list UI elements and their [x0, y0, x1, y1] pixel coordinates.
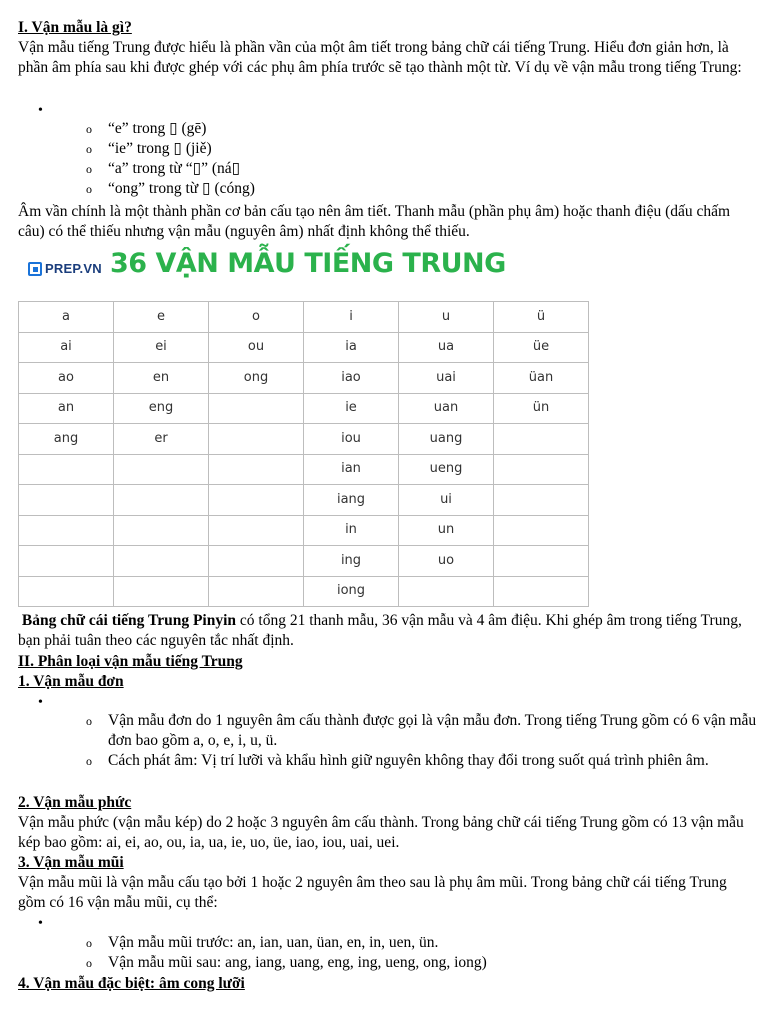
table-cell: [19, 576, 114, 607]
list-item: o “e” trong ▯ (gē): [18, 119, 758, 139]
sub-2: [18, 793, 758, 913]
table-row: [19, 454, 589, 485]
table-cell: ou: [209, 332, 304, 363]
table-cell: an: [19, 393, 114, 424]
section-2-heading: II. Phân loại vận mẫu tiếng Trung: [18, 653, 243, 670]
table-cell: [209, 515, 304, 546]
table-row: [19, 363, 589, 394]
table-cell: [114, 576, 209, 607]
list-item: o “a” trong từ “▯” (ná▯: [18, 159, 758, 179]
list-item: o Cách phát âm: Vị trí lưỡi và khẩu hình giữ nguyên không thay đổi trong suốt quá trình phiên âm.: [18, 751, 758, 771]
table-cell: uo: [399, 546, 494, 577]
table-cell: ao: [19, 363, 114, 394]
table-row: [19, 424, 589, 455]
table-cell: [209, 424, 304, 455]
table-row: [19, 546, 589, 577]
table-cell: iong: [304, 576, 399, 607]
table-cell: [209, 393, 304, 424]
sub-4-heading: 4. Vận mẫu đặc biệt: âm cong lưỡi: [18, 975, 245, 992]
table-cell: [19, 485, 114, 516]
table-cell: [209, 485, 304, 516]
table-cell: [114, 454, 209, 485]
table-cell: uang: [399, 424, 494, 455]
table-cell: [114, 546, 209, 577]
table-row: [19, 485, 589, 516]
prep-logo: [28, 258, 102, 280]
table-cell: ing: [304, 546, 399, 577]
logo-icon: [28, 262, 42, 276]
table-cell: [494, 546, 589, 577]
table-cell: [494, 515, 589, 546]
table-caption: [18, 611, 758, 651]
table-cell: u: [399, 302, 494, 333]
table-cell: iang: [304, 485, 399, 516]
section-1: [18, 18, 758, 78]
table-cell: [494, 454, 589, 485]
table-cell: ei: [114, 332, 209, 363]
sub-2-text: Vận mẫu phức (vận mẫu kép) do 2 hoặc 3 nguyên âm cấu thành. Trong bảng chữ cái tiếng Trung gồm có 13 vận mẫu kép bao gồm: ai, ei, ao, ou, ia, ua, ie, uo, üe, iao, iou, uai, uei.: [18, 814, 744, 851]
van-mau-table: [18, 301, 589, 607]
table-cell: a: [19, 302, 114, 333]
list-item: o Vận mẫu mũi sau: ang, iang, uang, eng, ing, ueng, ong, iong): [18, 953, 758, 973]
table-cell: iao: [304, 363, 399, 394]
table-cell: [114, 485, 209, 516]
table-cell: [19, 546, 114, 577]
table-cell: üan: [494, 363, 589, 394]
banner-title: 36 VẬN MẪU TIẾNG TRUNG: [110, 248, 506, 279]
table-cell: ün: [494, 393, 589, 424]
table-cell: ua: [399, 332, 494, 363]
sub-3-text: Vận mẫu mũi là vận mẫu cấu tạo bởi 1 hoặc 2 nguyên âm theo sau là phụ âm mũi. Trong bảng chữ cái tiếng Trung gồm có 16 vận mẫu mũi, cụ thể:: [18, 874, 727, 911]
table-row: [19, 332, 589, 363]
bullet-dot: •: [38, 695, 43, 710]
note-text: Âm vần chính là một thành phần cơ bản cấu tạo nên âm tiết. Thanh mẫu (phần phụ âm) hoặc thanh điệu (dấu chấm câu) có thể thiếu nhưng vận mẫu (nguyên âm) nhất định không thể thiếu.: [18, 203, 731, 240]
table-cell: ian: [304, 454, 399, 485]
sub-1-heading: 1. Vận mẫu đơn: [18, 673, 124, 690]
sub-3-heading: 3. Vận mẫu mũi: [18, 854, 124, 871]
table-cell: i: [304, 302, 399, 333]
table-cell: er: [114, 424, 209, 455]
table-cell: iou: [304, 424, 399, 455]
list-item: o Vận mẫu mũi trước: an, ian, uan, üan, en, in, uen, ün.: [18, 933, 758, 953]
caption-rest: có tổng 21 thanh mẫu, 36 vận mẫu và 4 âm điệu. Khi ghép âm trong tiếng Trung, bạn phải tuân theo các nguyên tắc nhất định.: [18, 612, 742, 649]
table-row: [19, 576, 589, 607]
table-cell: üe: [494, 332, 589, 363]
table-row: [19, 515, 589, 546]
table-row: [19, 393, 589, 424]
table-cell: o: [209, 302, 304, 333]
table-cell: in: [304, 515, 399, 546]
table-cell: [19, 515, 114, 546]
list-item: o Vận mẫu đơn do 1 nguyên âm cấu thành được gọi là vận mẫu đơn. Trong tiếng Trung gồm có 6 vận mẫu đơn bao gồm a, o, e, i, u, ü.: [18, 711, 758, 751]
table-cell: eng: [114, 393, 209, 424]
table-row: [19, 302, 589, 333]
examples-list: [18, 119, 758, 199]
list-item: o “ong” trong từ ▯ (cóng): [18, 179, 758, 199]
bullet-dot: •: [38, 916, 43, 931]
table-cell: ü: [494, 302, 589, 333]
table-cell: [494, 576, 589, 607]
bullet-dot: •: [38, 103, 43, 118]
table-cell: ong: [209, 363, 304, 394]
table-cell: ui: [399, 485, 494, 516]
section-1-heading: I. Vận mẫu là gì?: [18, 19, 132, 36]
logo-text: PREP.VN: [45, 261, 102, 276]
table-cell: ie: [304, 393, 399, 424]
table-cell: en: [114, 363, 209, 394]
sub-3-list: [18, 933, 758, 973]
section-1-note: [18, 202, 758, 242]
table-cell: un: [399, 515, 494, 546]
table-cell: [494, 485, 589, 516]
table-cell: uan: [399, 393, 494, 424]
table-cell: ai: [19, 332, 114, 363]
caption-strong: Bảng chữ cái tiếng Trung Pinyin: [21, 612, 237, 629]
table-cell: ueng: [399, 454, 494, 485]
table-cell: [114, 515, 209, 546]
table-cell: [19, 454, 114, 485]
section-2: [18, 652, 758, 692]
banner-image: [28, 248, 508, 292]
table-cell: [209, 546, 304, 577]
table-cell: ia: [304, 332, 399, 363]
table-cell: e: [114, 302, 209, 333]
table-cell: ang: [19, 424, 114, 455]
table-cell: [399, 576, 494, 607]
sub-4: [18, 974, 758, 994]
sub-1-list: [18, 711, 758, 771]
list-item: o “ie” trong ▯ (jiě): [18, 139, 758, 159]
table-cell: [494, 424, 589, 455]
table-cell: [209, 454, 304, 485]
section-1-intro: Vận mẫu tiếng Trung được hiểu là phần vần của một âm tiết trong bảng chữ cái tiếng Trung. Hiểu đơn giản hơn, là phần âm phía sau khi được ghép với các phụ âm phía trước sẽ tạo thành một từ. Ví dụ về vận mẫu trong tiếng Trung:: [18, 39, 742, 76]
table-cell: [209, 576, 304, 607]
table-cell: uai: [399, 363, 494, 394]
sub-2-heading: 2. Vận mẫu phức: [18, 794, 132, 811]
